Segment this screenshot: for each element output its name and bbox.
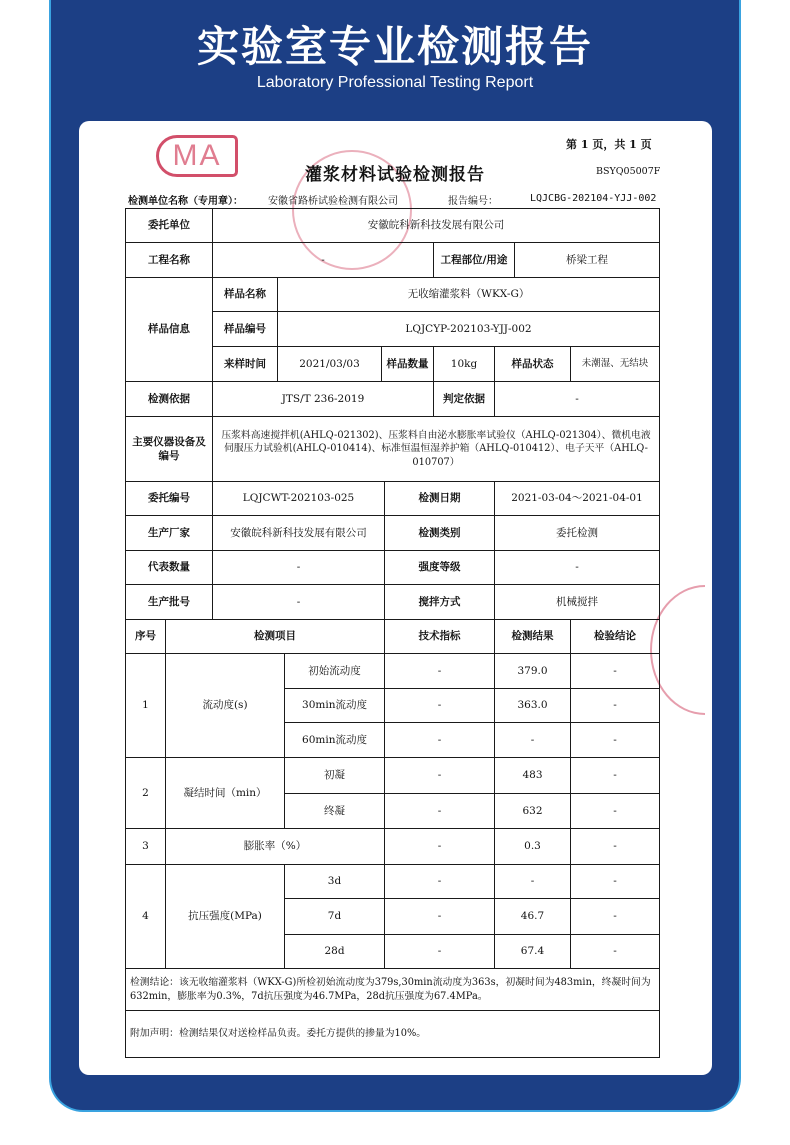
group2-conclusion-0: - (570, 757, 660, 794)
strength-value: - (494, 550, 660, 585)
lab-label: 检测单位名称（专用章）： (128, 196, 243, 207)
group1-spec-1: - (384, 688, 495, 723)
group1-result-2: - (494, 722, 571, 758)
group2-spec-1: - (384, 793, 495, 829)
header-spec: 技术指标 (384, 619, 495, 654)
manufacturer-label: 生产厂家 (125, 515, 213, 551)
project-value: - (212, 242, 434, 278)
sample-state-value: 未潮湿、无结块 (570, 346, 660, 382)
equipment-label: 主要仪器设备及编号 (125, 416, 213, 482)
page-subtitle: Laboratory Professional Testing Report (256, 74, 534, 91)
rep-qty-label: 代表数量 (125, 550, 213, 585)
group2-spec-0: - (384, 757, 495, 794)
sample-name-value: 无收缩灌浆料（WKX-G） (277, 277, 660, 312)
group3-conclusion-0: - (570, 828, 660, 865)
test-date-value: 2021-03-04～2021-04-01 (494, 481, 660, 516)
group4-sub-1: 7d (284, 898, 385, 935)
group4-item: 抗压强度(MPa) (165, 864, 285, 969)
sample-no-label: 样品编号 (212, 311, 278, 347)
cma-logo-icon: MA (156, 135, 238, 177)
group2-result-1: 632 (494, 793, 571, 829)
group4-spec-0: - (384, 864, 495, 899)
form-code: BSYQ05007F (596, 166, 661, 177)
group1-item: 流动度(s) (165, 653, 285, 758)
page-info: 第 1 页，共 1 页 (566, 138, 652, 151)
group1-conclusion-0: - (570, 653, 660, 689)
sample-date-value: 2021/03/03 (277, 346, 382, 382)
group4-conclusion-0: - (570, 864, 660, 899)
group3-result-0: 0.3 (494, 828, 571, 865)
sample-qty-value: 10kg (433, 346, 495, 382)
group4-sub-2: 28d (284, 934, 385, 969)
group4-result-1: 46.7 (494, 898, 571, 935)
group1-conclusion-2: - (570, 722, 660, 758)
judge-value: - (494, 381, 660, 417)
project-label: 工程名称 (125, 242, 213, 278)
project-part-value: 桥梁工程 (514, 242, 660, 278)
group1-sub-2: 60min流动度 (284, 722, 385, 758)
group4-sub-0: 3d (284, 864, 385, 899)
equipment-value: 压浆料高速搅拌机(AHLQ-021302)、压浆料自由泌水膨胀率试验仪（AHLQ-021304）、微机电液伺服压力试验机(AHLQ-010414)、标准恒温恒湿养护箱（AHLQ-010412）、电子天平（AHLQ-010707） (212, 416, 660, 482)
test-date-label: 检测日期 (384, 481, 495, 516)
judge-label: 判定依据 (433, 381, 495, 417)
sample-info-label: 样品信息 (125, 277, 213, 382)
sample-name-label: 样品名称 (212, 277, 278, 312)
group4-no: 4 (125, 864, 166, 969)
mixing-label: 搅拌方式 (384, 584, 495, 620)
manufacturer-value: 安徽皖科新科技发展有限公司 (212, 515, 385, 551)
group4-conclusion-1: - (570, 898, 660, 935)
sample-qty-label: 样品数量 (381, 346, 434, 382)
group4-result-0: - (494, 864, 571, 899)
group4-spec-1: - (384, 898, 495, 935)
group1-no: 1 (125, 653, 166, 758)
batch-label: 生产批号 (125, 584, 213, 620)
sample-no-value: LQJCYP-202103-YJJ-002 (277, 311, 660, 347)
client-label: 委托单位 (125, 208, 213, 243)
commission-no-value: LQJCWT-202103-025 (212, 481, 385, 516)
project-part-label: 工程部位/用途 (433, 242, 515, 278)
report-no: LQJCBG-202104-YJJ-002 (530, 193, 657, 204)
sample-state-label: 样品状态 (494, 346, 571, 382)
group1-sub-1: 30min流动度 (284, 688, 385, 723)
group4-conclusion-2: - (570, 934, 660, 969)
group1-result-1: 363.0 (494, 688, 571, 723)
group1-spec-0: - (384, 653, 495, 689)
commission-no-label: 委托编号 (125, 481, 213, 516)
client-value: 安徽皖科新科技发展有限公司 (212, 208, 660, 243)
group1-spec-2: - (384, 722, 495, 758)
report-no-label: 报告编号： (448, 196, 498, 207)
group2-sub-1: 终凝 (284, 793, 385, 829)
lab-name: 安徽省路桥试验检测有限公司 (268, 196, 398, 207)
page-title: 实验室专业检测报告 (196, 22, 593, 71)
group2-no: 2 (125, 757, 166, 829)
basis-value: JTS/T 236-2019 (212, 381, 434, 417)
strength-label: 强度等级 (384, 550, 495, 585)
header-conclusion: 检验结论 (570, 619, 660, 654)
group2-item: 凝结时间（min） (165, 757, 285, 829)
group2-sub-0: 初凝 (284, 757, 385, 794)
group1-sub-0: 初始流动度 (284, 653, 385, 689)
group2-conclusion-1: - (570, 793, 660, 829)
group1-result-0: 379.0 (494, 653, 571, 689)
basis-label: 检测依据 (125, 381, 213, 417)
additional-note: 附加声明：检测结果仅对送检样品负责。委托方提供的掺量为10%。 (125, 1010, 660, 1058)
test-type-value: 委托检测 (494, 515, 660, 551)
header-item: 检测项目 (165, 619, 385, 654)
group2-result-0: 483 (494, 757, 571, 794)
test-conclusion: 检测结论：该无收缩灌浆料（WKX-G)所检初始流动度为379s,30min流动度为363s，初凝时间为483min，终凝时间为632min，膨胀率为0.3%，7d抗压强度为46.7MPa，28d抗压强度为67.4MPa。 (125, 968, 660, 1011)
header-result: 检测结果 (494, 619, 571, 654)
group3-item: 膨胀率（%） (165, 828, 385, 865)
batch-value: - (212, 584, 385, 620)
group3-no: 3 (125, 828, 166, 865)
rep-qty-value: - (212, 550, 385, 585)
group4-spec-2: - (384, 934, 495, 969)
report-title: 灌浆材料试验检测报告 (305, 165, 485, 185)
group1-conclusion-1: - (570, 688, 660, 723)
test-type-label: 检测类别 (384, 515, 495, 551)
group3-spec-0: - (384, 828, 495, 865)
header-no: 序号 (125, 619, 166, 654)
sample-date-label: 来样时间 (212, 346, 278, 382)
group4-result-2: 67.4 (494, 934, 571, 969)
mixing-value: 机械搅拌 (494, 584, 660, 620)
